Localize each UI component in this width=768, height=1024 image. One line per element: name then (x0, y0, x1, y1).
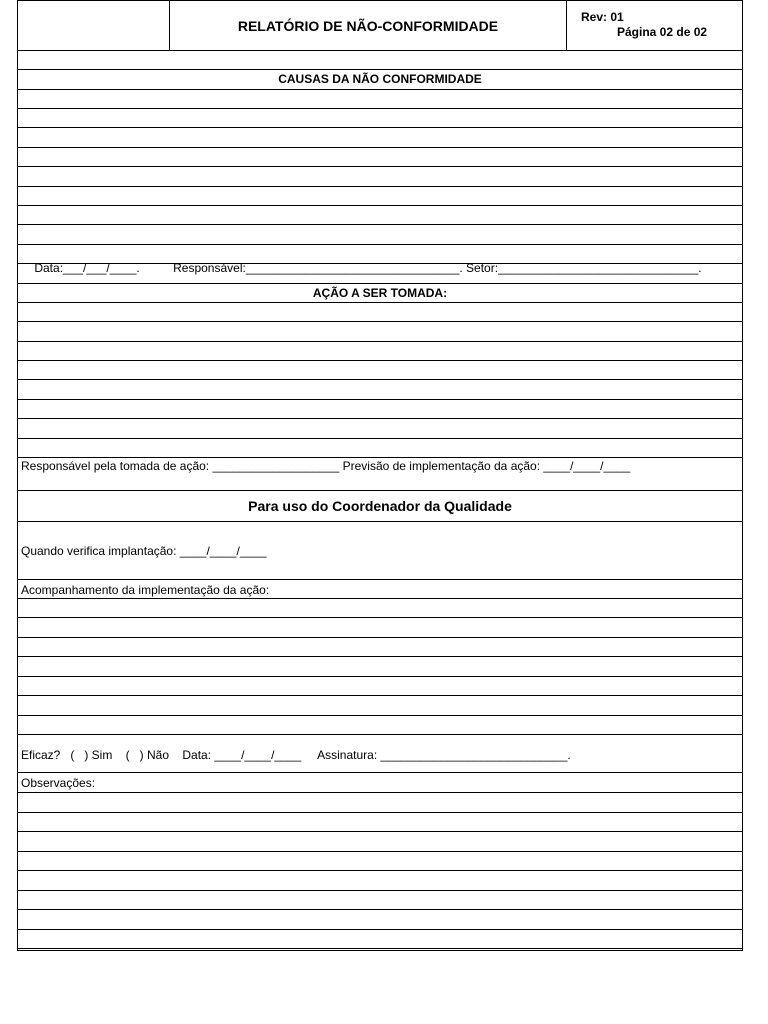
form-line (18, 656, 742, 657)
logo-cell (18, 1, 170, 50)
form-line (18, 457, 742, 458)
verify-date-field[interactable]: Quando verifica implantação: ____/____/____ (21, 544, 267, 558)
form-header (18, 1, 742, 51)
form-line (18, 438, 742, 439)
causes-heading: CAUSAS DA NÃO CONFORMIDADE (278, 72, 482, 86)
observations-label: Observações: (21, 776, 96, 790)
form-line (18, 521, 742, 522)
causes-date-label: Data:___/___/____. (34, 261, 140, 275)
nonconformity-form (17, 0, 743, 951)
follow-up-label: Acompanhamento da implementação da ação: (21, 583, 270, 597)
form-line (18, 948, 742, 949)
form-line (18, 676, 742, 677)
form-line (18, 890, 742, 891)
form-line (18, 379, 742, 380)
page-number: Página 02 de 02 (617, 25, 708, 39)
quality-heading: Para uso do Coordenador da Qualidade (248, 498, 512, 514)
form-line (18, 321, 742, 322)
form-line (18, 69, 742, 70)
form-line (18, 851, 742, 852)
form-line (18, 399, 742, 400)
form-line (18, 205, 742, 206)
form-line (18, 418, 742, 419)
form-line (18, 617, 742, 618)
causes-responsible-label: Responsável:________________________________. Setor:______________________________. (173, 261, 702, 275)
form-line (18, 831, 742, 832)
form-line (18, 186, 742, 187)
form-line (18, 695, 742, 696)
causes-date-field[interactable] (21, 247, 702, 289)
effective-field[interactable]: Eficaz? ( ) Sim ( ) Não Data: ____/____/____ Assinatura: ____________________________. (21, 748, 571, 762)
form-line (18, 341, 742, 342)
form-line (18, 715, 742, 716)
form-line (18, 598, 742, 599)
form-line (18, 147, 742, 148)
form-line (18, 734, 742, 735)
form-line (18, 579, 742, 580)
form-line (18, 127, 742, 128)
action-responsible-field[interactable]: Responsável pela tomada de ação: ___________________ Previsão de implementação da ação: ____/____/____ (21, 459, 631, 473)
form-line (18, 792, 742, 793)
form-line (18, 812, 742, 813)
action-heading: AÇÃO A SER TOMADA: (312, 286, 448, 300)
form-line (18, 166, 742, 167)
form-line (18, 89, 742, 90)
form-line (18, 870, 742, 871)
form-line (18, 108, 742, 109)
form-line (18, 244, 742, 245)
revision-cell (566, 1, 744, 50)
form-line (18, 637, 742, 638)
form-title: RELATÓRIO DE NÃO-CONFORMIDADE (237, 17, 499, 34)
form-line (18, 302, 742, 303)
form-line (18, 224, 742, 225)
form-line (18, 772, 742, 773)
form-line (18, 490, 742, 491)
form-line (18, 360, 742, 361)
form-line (18, 909, 742, 910)
revision-number: Rev: 01 (581, 10, 624, 24)
form-line (18, 929, 742, 930)
